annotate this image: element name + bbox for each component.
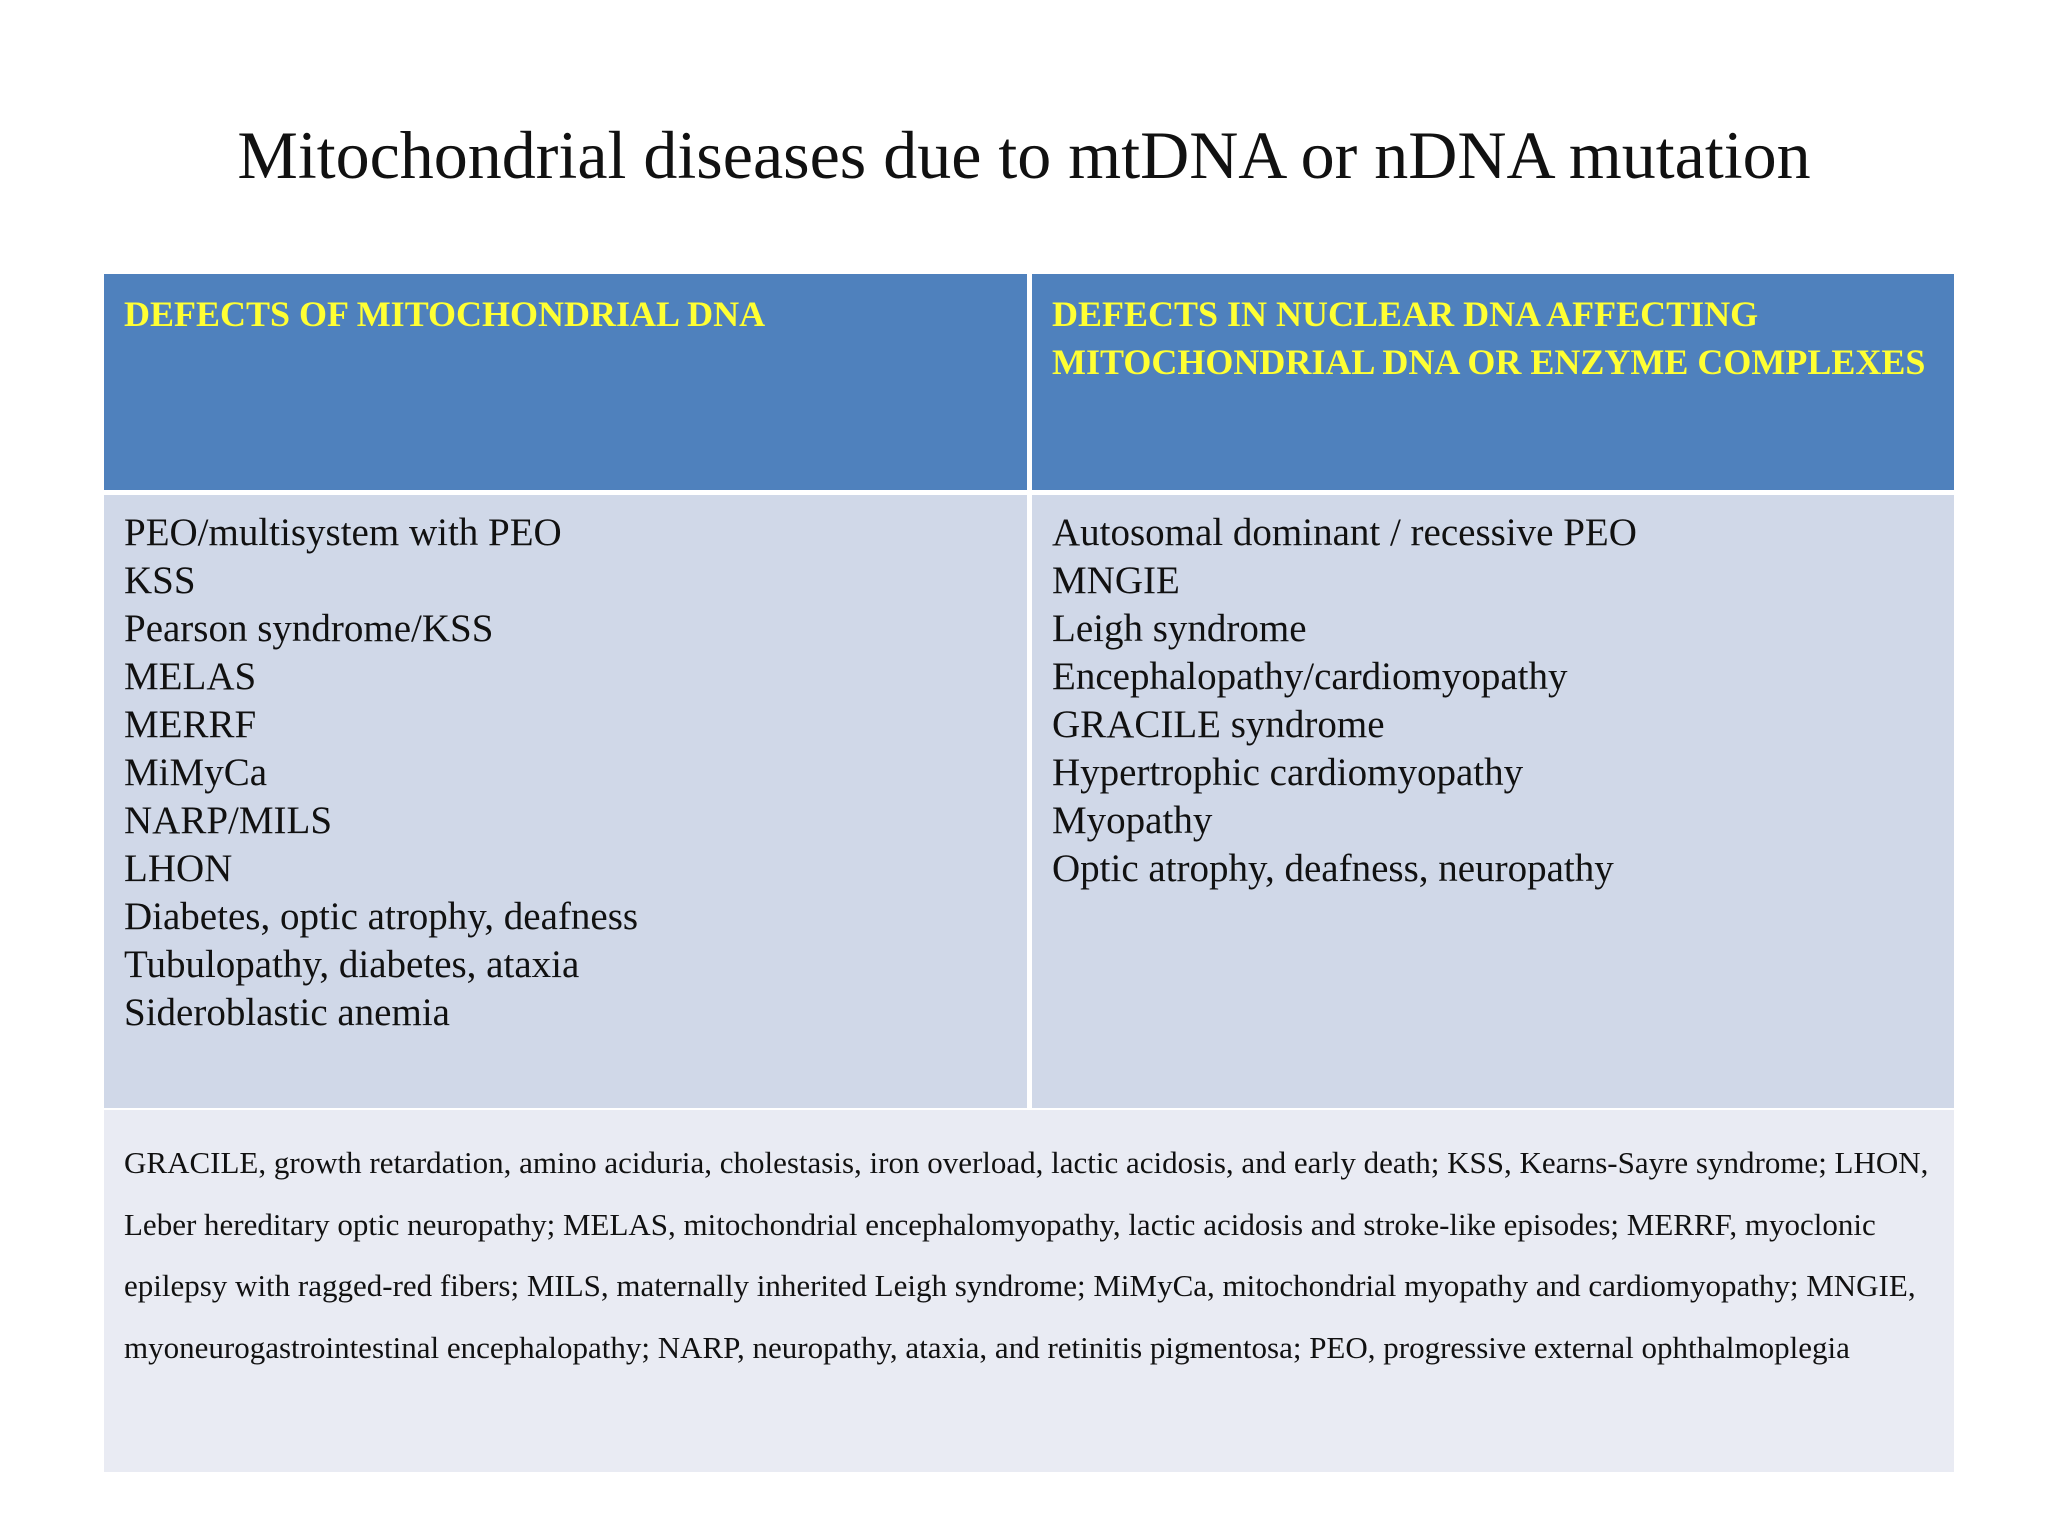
list-item: Hypertrophic cardiomyopathy [1052, 751, 1524, 794]
table-body-row [104, 495, 1954, 1108]
list-item: NARP/MILS [124, 799, 333, 842]
ndna-defects-cell [1032, 495, 1954, 1108]
mtdna-defects-list [124, 509, 1007, 1037]
mtdna-defects-cell [104, 495, 1027, 1108]
abbreviations-footnote: GRACILE, growth retardation, amino aciduria, cholestasis, iron overload, lactic acidosis, and early death; KSS, Kearns-Sayre syndrome; LHON, Leber hereditary optic neuropathy; MELAS, mitochondrial encephalomyopathy, lactic acidosis and stroke-like episodes; MERRF, myoclonic epilepsy with ragged-red fibers; MILS, maternally inherited Leigh syndrome; MiMyCa, mitochondrial myopathy and cardiomyopathy; MNGIE, myoneurogastrointestinal encephalopathy; NARP, neuropathy, ataxia, and retinitis pigmentosa; PEO, progressive external ophthalmoplegia [104, 1110, 1954, 1472]
list-item: Tubulopathy, diabetes, ataxia [124, 943, 580, 986]
list-item: MERRF [124, 703, 257, 746]
list-item: KSS [124, 559, 196, 602]
table-header-row [104, 274, 1954, 490]
list-item: Autosomal dominant / recessive PEO [1052, 511, 1637, 554]
list-item: MNGIE [1052, 559, 1180, 602]
list-item: PEO/multisystem with PEO [124, 511, 562, 554]
slide-title: Mitochondrial diseases due to mtDNA or nDNA mutation [237, 117, 1811, 193]
list-item: Leigh syndrome [1052, 607, 1307, 650]
list-item: LHON [124, 847, 233, 890]
list-item: MiMyCa [124, 751, 268, 794]
list-item: Myopathy [1052, 799, 1213, 842]
header-mtdna-defects: DEFECTS OF MITOCHONDRIAL DNA [104, 274, 1027, 490]
disease-table [104, 274, 1954, 1472]
list-item: Diabetes, optic atrophy, deafness [124, 895, 639, 938]
list-item: Pearson syndrome/KSS [124, 607, 494, 650]
list-item: Optic atrophy, deafness, neuropathy [1052, 847, 1614, 890]
list-item: GRACILE syndrome [1052, 703, 1385, 746]
list-item: Sideroblastic anemia [124, 991, 450, 1034]
list-item: MELAS [124, 655, 257, 698]
list-item: Encephalopathy/cardiomyopathy [1052, 655, 1568, 698]
ndna-defects-list [1052, 509, 1934, 893]
header-ndna-defects: DEFECTS IN NUCLEAR DNA AFFECTING MITOCHONDRIAL DNA OR ENZYME COMPLEXES [1032, 274, 1954, 490]
